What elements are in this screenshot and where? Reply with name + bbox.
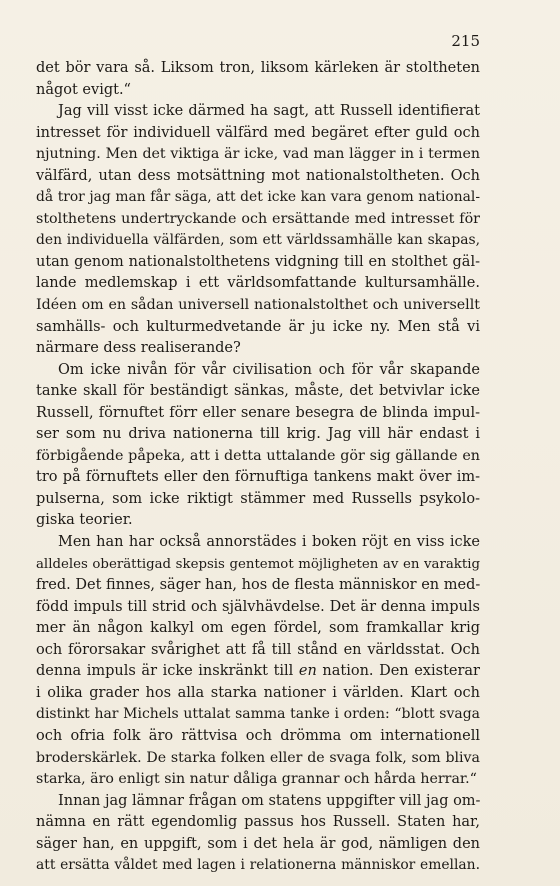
text-line: intresset för individuell välfärd med begäret efter guld och [36,124,480,141]
text-line: och ofria folk äro rättvisa och drömma om internationell [36,727,480,744]
emphasized-word: en [298,663,317,680]
text-line: ser som nu driva nationerna till krig. Jag vill här endast i [36,426,480,443]
text-line [36,661,480,683]
text-line: det bör vara så. Liksom tron, liksom kärleken är stoltheten [36,60,480,76]
text-segment: denna impuls är icke inskränkt till [36,663,299,680]
text-line: broderskärlek. De starka folken eller de svaga folk, som bliva [36,749,480,766]
text-line: mer än någon kalkyl om egen fördel, som framkallar krig [36,620,480,637]
text-line: närmare dess realiserande? [36,340,241,357]
text-line: nämna en rätt egendomlig passus hos Russell. Staten har, [36,814,480,831]
text-line: Om icke nivån för vår civilisation och för vår skapande [58,361,480,378]
body-text [36,58,480,877]
text-segment: nation. Den existerar [316,663,480,680]
text-line: den individuella välfärden, som ett världssamhälle kan skapas, [36,232,480,249]
text-line: distinkt har Michels uttalat samma tanke i orden: “blott svaga [36,706,480,723]
text-line: Russell, förnuftet förr eller senare besegra de blinda impul- [36,404,480,421]
text-line: tanke skall för beständigt sänkas, måste, det betvivlar icke [36,383,480,400]
text-line: Jag vill visst icke därmed ha sagt, att Russell identifierat [58,103,480,120]
text-line: säger han, en uppgift, som i det hela är god, nämligen den [36,835,480,852]
text-line: fred. Det finnes, säger han, hos de flesta människor en med- [36,577,481,594]
text-line: giska teorier. [36,512,133,529]
text-line: född impuls till strid och självhävdelse. Det är denna impuls [36,598,480,615]
text-line: alldeles oberättigad skepsis gentemot möjligheten av en varaktig [36,556,480,572]
text-line: njutning. Men det viktiga är icke, vad man lägger in i termen [36,146,480,163]
text-line: och förorsakar svårighet att få till stånd en världsstat. Och [36,641,480,658]
text-line: lande medlemskap i ett världsomfattande kultursamhälle. [36,275,480,292]
text-line: att ersätta våldet med lagen i relationerna människor emellan. [36,857,480,874]
text-line: pulserna, som icke riktigt stämmer med Russells psykolo- [36,490,480,507]
text-line: utan genom nationalstolthetens vidgning till en stolthet gäl- [36,253,480,270]
text-line: Innan jag lämnar frågan om statens uppgifter vill jag om- [58,792,481,809]
text-line: starka, äro enligt sin natur dåliga grannar och hårda herrar.“ [36,771,477,788]
text-line: samhälls- och kulturmedvetande är ju icke ny. Men stå vi [36,318,480,335]
text-line: förbigående påpeka, att i detta uttalande gör sig gällande en [36,447,480,464]
text-line: i olika grader hos alla starka nationer i världen. Klart och [36,684,480,701]
text-line: Men han har också annorstädes i boken röjt en viss icke [58,534,480,551]
text-line: då tror jag man får säga, att det icke kan vara genom national- [36,189,480,206]
page-number: 215 [451,32,480,50]
text-line: stolthetens undertryckande och ersättande med intresset för [36,210,480,227]
text-line: tro på förnuftets eller den förnuftiga tankens makt över im- [36,469,480,486]
text-line: Idéen om en sådan universell nationalstolthet och universellt [36,297,480,314]
text-line: välfärd, utan dess motsättning mot nationalstoltheten. Och [36,167,480,184]
text-line: något evigt.“ [36,81,131,98]
